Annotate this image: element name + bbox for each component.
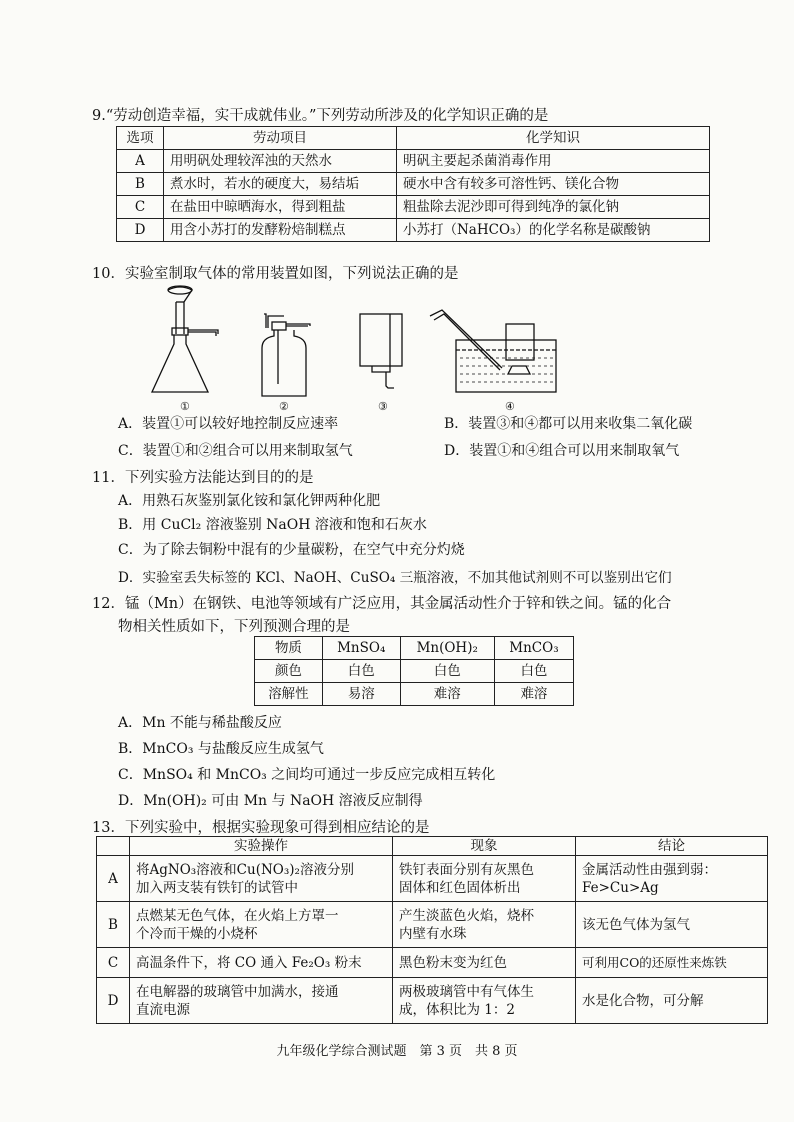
- table-cell: [393, 948, 576, 978]
- table-cell: 难溶: [400, 683, 494, 706]
- table-cell: [576, 978, 768, 1024]
- table-cell: [393, 902, 576, 948]
- cell-line: 黑色粉末变为红色: [399, 954, 507, 971]
- apparatus-4-water-trough: [426, 306, 566, 398]
- q12-option-a: A．Mn 不能与稀盐酸反应: [118, 715, 282, 731]
- table-cell: D: [97, 978, 130, 1024]
- q12-option-b: B．MnCO₃ 与盐酸反应生成氢气: [118, 741, 324, 757]
- cell-line: 金属活动性由强到弱：: [582, 861, 717, 878]
- table-row: [255, 660, 574, 683]
- apparatus-1-erlenmeyer-flask: [140, 282, 240, 402]
- table-cell: A: [97, 856, 130, 902]
- cell-line: 产生淡蓝色火焰，烧杯: [399, 907, 534, 924]
- table-cell: 在盐田中晾晒海水，得到粗盐: [164, 196, 397, 219]
- table-cell: B: [117, 173, 164, 196]
- table-cell: 易溶: [322, 683, 400, 706]
- cell-line: 将AgNO₃溶液和Cu(NO₃)₂溶液分别: [136, 861, 354, 878]
- q9-header-task: 劳动项目: [164, 127, 397, 150]
- table-row: [117, 150, 710, 173]
- cell-line: 点燃某无色气体，在火焰上方罩一: [136, 907, 339, 924]
- table-cell: 白色: [494, 660, 573, 683]
- table-cell: 煮水时，若水的硬度大，易结垢: [164, 173, 397, 196]
- q10-option-a: A．装置①可以较好地控制反应速率: [118, 416, 339, 432]
- table-cell: 白色: [322, 660, 400, 683]
- cell-line: 两极玻璃管中有气体生: [399, 983, 534, 1000]
- table-cell: 小苏打（NaHCO₃）的化学名称是碳酸钠: [397, 219, 710, 242]
- q10-option-d: D．装置①和④组合可以用来制取氧气: [444, 443, 680, 459]
- table-cell: MnCO₃: [494, 637, 573, 660]
- q9-header-knowledge: 化学知识: [397, 127, 710, 150]
- table-cell: [576, 856, 768, 902]
- q11-stem: 11．下列实验方法能达到目的的是: [92, 470, 314, 486]
- table-cell: 粗盐除去泥沙即可得到纯净的氯化钠: [397, 196, 710, 219]
- table-cell: [97, 837, 130, 856]
- table-row: [97, 902, 768, 948]
- table-cell: 物质: [255, 637, 323, 660]
- table-cell: 现象: [393, 837, 576, 856]
- table-row: [255, 637, 574, 660]
- table-cell: 用明矾处理较浑浊的天然水: [164, 150, 397, 173]
- cell-line: 水是化合物，可分解: [582, 992, 704, 1009]
- table-cell: A: [117, 150, 164, 173]
- table-row: [97, 856, 768, 902]
- cell-line: 加入两支装有铁钉的试管中: [136, 879, 298, 896]
- cell-line: 可利用CO的还原性来炼铁: [582, 954, 727, 970]
- table-row: [255, 683, 574, 706]
- q10-option-c: C．装置①和②组合可以用来制取氢气: [118, 443, 353, 459]
- cell-line: 成，体积比为 1：2: [399, 1001, 515, 1018]
- apparatus-3-inverted-bottle: [348, 306, 418, 402]
- q10-option-b: B．装置③和④都可以用来收集二氧化碳: [444, 416, 693, 432]
- table-row: [97, 978, 768, 1024]
- table-cell: MnSO₄: [322, 637, 400, 660]
- table-row: [117, 173, 710, 196]
- q9-table: [116, 126, 710, 242]
- table-cell: C: [97, 948, 130, 978]
- q11-option-c: C．为了除去铜粉中混有的少量碳粉，在空气中充分灼烧: [118, 542, 465, 558]
- q13-table: [96, 836, 768, 1024]
- table-cell: 实验操作: [130, 837, 393, 856]
- q9-header-option: 选项: [117, 127, 164, 150]
- table-cell: [130, 948, 393, 978]
- table-cell: [576, 902, 768, 948]
- cell-line: Fe>Cu>Ag: [582, 879, 659, 896]
- apparatus-2-gas-bottle: [258, 306, 328, 402]
- q13-stem: 13．下列实验中，根据实验现象可得到相应结论的是: [92, 820, 430, 836]
- table-cell: [130, 856, 393, 902]
- q12-stem-line1: 12．锰（Mn）在钢铁、电池等领域有广泛应用，其金属活动性介于锌和铁之间。锰的化合: [92, 596, 672, 612]
- cell-line: 高温条件下，将 CO 通入 Fe₂O₃ 粉末: [136, 954, 362, 971]
- table-row: [117, 196, 710, 219]
- page-footer: 九年级化学综合测试题 第 3 页 共 8 页: [276, 1044, 518, 1059]
- table-cell: [130, 902, 393, 948]
- apparatus-2-label: ②: [279, 400, 289, 413]
- q10-stem: 10．实验室制取气体的常用装置如图，下列说法正确的是: [92, 266, 459, 282]
- table-cell: [393, 856, 576, 902]
- q11-option-a: A．用熟石灰鉴别氯化铵和氯化钾两种化肥: [118, 493, 381, 509]
- table-cell: D: [117, 219, 164, 242]
- table-cell: 明矾主要起杀菌消毒作用: [397, 150, 710, 173]
- cell-line: 铁钉表面分别有灰黑色: [399, 861, 534, 878]
- table-cell: 硬水中含有较多可溶性钙、镁化合物: [397, 173, 710, 196]
- cell-line: 该无色气体为氢气: [582, 916, 690, 933]
- table-cell: 颜色: [255, 660, 323, 683]
- table-row: [97, 837, 768, 856]
- q12-stem-line2: 物相关性质如下，下列预测合理的是: [118, 619, 350, 635]
- cell-line: 内壁有水珠: [399, 925, 467, 942]
- table-row: [117, 219, 710, 242]
- apparatus-1-label: ①: [180, 400, 190, 413]
- q9-stem: 9.“劳动创造幸福，实干成就伟业。”下列劳动所涉及的化学知识正确的是: [92, 108, 549, 124]
- cell-line: 直流电源: [136, 1001, 190, 1018]
- q12-option-d: D．Mn(OH)₂ 可由 Mn 与 NaOH 溶液反应制得: [118, 793, 423, 809]
- apparatus-4-label: ④: [505, 400, 515, 413]
- table-cell: C: [117, 196, 164, 219]
- table-cell: 用含小苏打的发酵粉焙制糕点: [164, 219, 397, 242]
- q11-option-d: D．实验室丢失标签的 KCl、NaOH、CuSO₄ 三瓶溶液，不加其他试剂则不可以鉴别出它们: [118, 570, 672, 586]
- q11-option-b: B．用 CuCl₂ 溶液鉴别 NaOH 溶液和饱和石灰水: [118, 517, 427, 533]
- q12-option-c: C．MnSO₄ 和 MnCO₃ 之间均可通过一步反应完成相互转化: [118, 767, 496, 783]
- table-cell: [393, 978, 576, 1024]
- q12-table: [254, 636, 574, 706]
- cell-line: 固体和红色固体析出: [399, 879, 521, 896]
- table-row: [97, 948, 768, 978]
- cell-line: 个冷而干燥的小烧杯: [136, 925, 258, 942]
- table-cell: [576, 948, 768, 978]
- table-cell: 难溶: [494, 683, 573, 706]
- table-cell: Mn(OH)₂: [400, 637, 494, 660]
- apparatus-3-label: ③: [378, 400, 388, 413]
- table-cell: 白色: [400, 660, 494, 683]
- cell-line: 在电解器的玻璃管中加满水，接通: [136, 983, 339, 1000]
- table-cell: B: [97, 902, 130, 948]
- table-cell: 溶解性: [255, 683, 323, 706]
- table-cell: 结论: [576, 837, 768, 856]
- table-cell: [130, 978, 393, 1024]
